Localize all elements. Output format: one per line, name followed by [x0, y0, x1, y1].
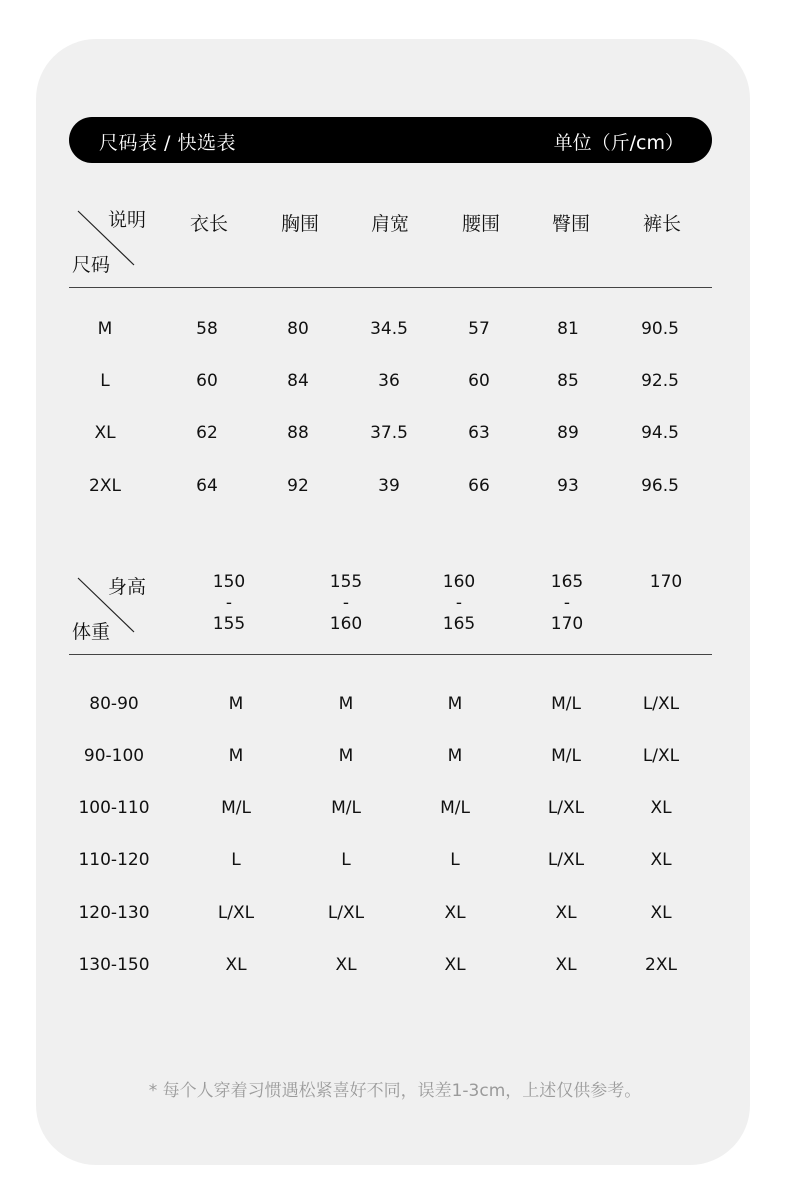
- value-cell: 57: [468, 319, 490, 339]
- table1-divider: [69, 287, 712, 288]
- unit-label: 单位（斤/cm）: [553, 132, 684, 154]
- size-cell: L: [231, 850, 241, 870]
- size-cell: XL: [650, 850, 672, 870]
- value-cell: 92: [287, 476, 309, 496]
- value-cell: 85: [557, 371, 579, 391]
- table-row: [0, 746, 790, 770]
- weight-cell: 100-110: [78, 798, 150, 818]
- size-cell: M/L: [551, 694, 581, 714]
- size-cell: 2XL: [89, 476, 121, 496]
- height-col-header: [316, 572, 376, 635]
- size-cell: XL: [335, 955, 357, 975]
- height-col-header: [537, 572, 597, 635]
- size-cell: M/L: [331, 798, 361, 818]
- header-bar: [69, 117, 712, 163]
- size-cell: 2XL: [645, 955, 677, 975]
- size-cell: XL: [444, 903, 466, 923]
- height-col-header: [636, 572, 696, 593]
- size-cell: XL: [650, 903, 672, 923]
- col-header-hip: 臀围: [551, 213, 590, 235]
- size-cell: L/XL: [327, 903, 365, 923]
- size-cell: M: [338, 746, 354, 766]
- height-from: 150: [212, 572, 246, 592]
- height-col-header: [199, 572, 259, 635]
- size-cell: XL: [650, 798, 672, 818]
- value-cell: 93: [557, 476, 579, 496]
- value-cell: 62: [196, 423, 218, 443]
- col-header-waist: 腰围: [461, 213, 500, 235]
- value-cell: 89: [557, 423, 579, 443]
- size-cell: XL: [94, 423, 116, 443]
- height-from: 160: [442, 572, 476, 592]
- size-cell: M/L: [440, 798, 470, 818]
- size-cell: XL: [444, 955, 466, 975]
- table-row: [0, 371, 790, 395]
- size-cell: M: [338, 694, 354, 714]
- value-cell: 88: [287, 423, 309, 443]
- height-sep: -: [455, 593, 463, 613]
- table-row: [0, 955, 790, 979]
- size-cell: M: [228, 694, 244, 714]
- corner-label-size: 尺码: [72, 254, 111, 276]
- height-sep: -: [342, 593, 350, 613]
- weight-cell: 130-150: [78, 955, 150, 975]
- table-row: [0, 694, 790, 718]
- value-cell: 92.5: [641, 371, 679, 391]
- value-cell: 37.5: [370, 423, 408, 443]
- table-row: [0, 423, 790, 447]
- corner-label-description: 说明: [107, 209, 146, 231]
- weight-cell: 110-120: [78, 850, 150, 870]
- value-cell: 81: [557, 319, 579, 339]
- col-header-chest: 胸围: [280, 213, 319, 235]
- table-row: [0, 903, 790, 927]
- value-cell: 63: [468, 423, 490, 443]
- weight-cell: 80-90: [89, 694, 139, 714]
- size-cell: XL: [225, 955, 247, 975]
- col-header-length: 衣长: [189, 213, 228, 235]
- col-header-shoulder: 肩宽: [370, 213, 409, 235]
- value-cell: 96.5: [641, 476, 679, 496]
- value-cell: 64: [196, 476, 218, 496]
- size-cell: M: [447, 694, 463, 714]
- height-from: 155: [329, 572, 363, 592]
- size-cell: M: [447, 746, 463, 766]
- size-cell: L: [341, 850, 351, 870]
- corner-label-height: 身高: [107, 576, 146, 598]
- value-cell: 94.5: [641, 423, 679, 443]
- value-cell: 80: [287, 319, 309, 339]
- size-cell: L/XL: [217, 903, 255, 923]
- height-to: 170: [550, 614, 584, 634]
- table-row: [0, 798, 790, 822]
- height-col-header: [429, 572, 489, 635]
- size-cell: M/L: [221, 798, 251, 818]
- value-cell: 60: [468, 371, 490, 391]
- value-cell: 36: [378, 371, 400, 391]
- height-sep: -: [225, 593, 233, 613]
- size-cell: M/L: [551, 746, 581, 766]
- size-cell: M: [97, 319, 113, 339]
- footnote: * 每个人穿着习惯遇松紧喜好不同，误差1-3cm，上述仅供参考。: [148, 1081, 642, 1101]
- value-cell: 90.5: [641, 319, 679, 339]
- size-cell: L/XL: [642, 694, 680, 714]
- height-sep: -: [563, 593, 571, 613]
- size-cell: L/XL: [642, 746, 680, 766]
- height-to: 155: [212, 614, 246, 634]
- value-cell: 60: [196, 371, 218, 391]
- size-cell: L: [450, 850, 460, 870]
- value-cell: 84: [287, 371, 309, 391]
- table-row: [0, 319, 790, 343]
- size-cell: M: [228, 746, 244, 766]
- table1-corner-header: [72, 203, 146, 276]
- table-row: [0, 476, 790, 500]
- table-row: [0, 850, 790, 874]
- table2-divider: [69, 654, 712, 655]
- height-to: 165: [442, 614, 476, 634]
- height-from: 165: [550, 572, 584, 592]
- value-cell: 66: [468, 476, 490, 496]
- chart-title: 尺码表 / 快选表: [99, 132, 236, 154]
- value-cell: 58: [196, 319, 218, 339]
- height-to: 160: [329, 614, 363, 634]
- weight-cell: 90-100: [83, 746, 145, 766]
- size-cell: L/XL: [547, 798, 585, 818]
- weight-cell: 120-130: [78, 903, 150, 923]
- col-header-pants-length: 裤长: [642, 213, 681, 235]
- table2-corner-header: [72, 570, 146, 643]
- size-cell: L: [100, 371, 110, 391]
- height-from: 170: [649, 572, 683, 592]
- value-cell: 34.5: [370, 319, 408, 339]
- size-cell: XL: [555, 903, 577, 923]
- corner-label-weight: 体重: [72, 621, 111, 643]
- value-cell: 39: [378, 476, 400, 496]
- size-cell: L/XL: [547, 850, 585, 870]
- size-cell: XL: [555, 955, 577, 975]
